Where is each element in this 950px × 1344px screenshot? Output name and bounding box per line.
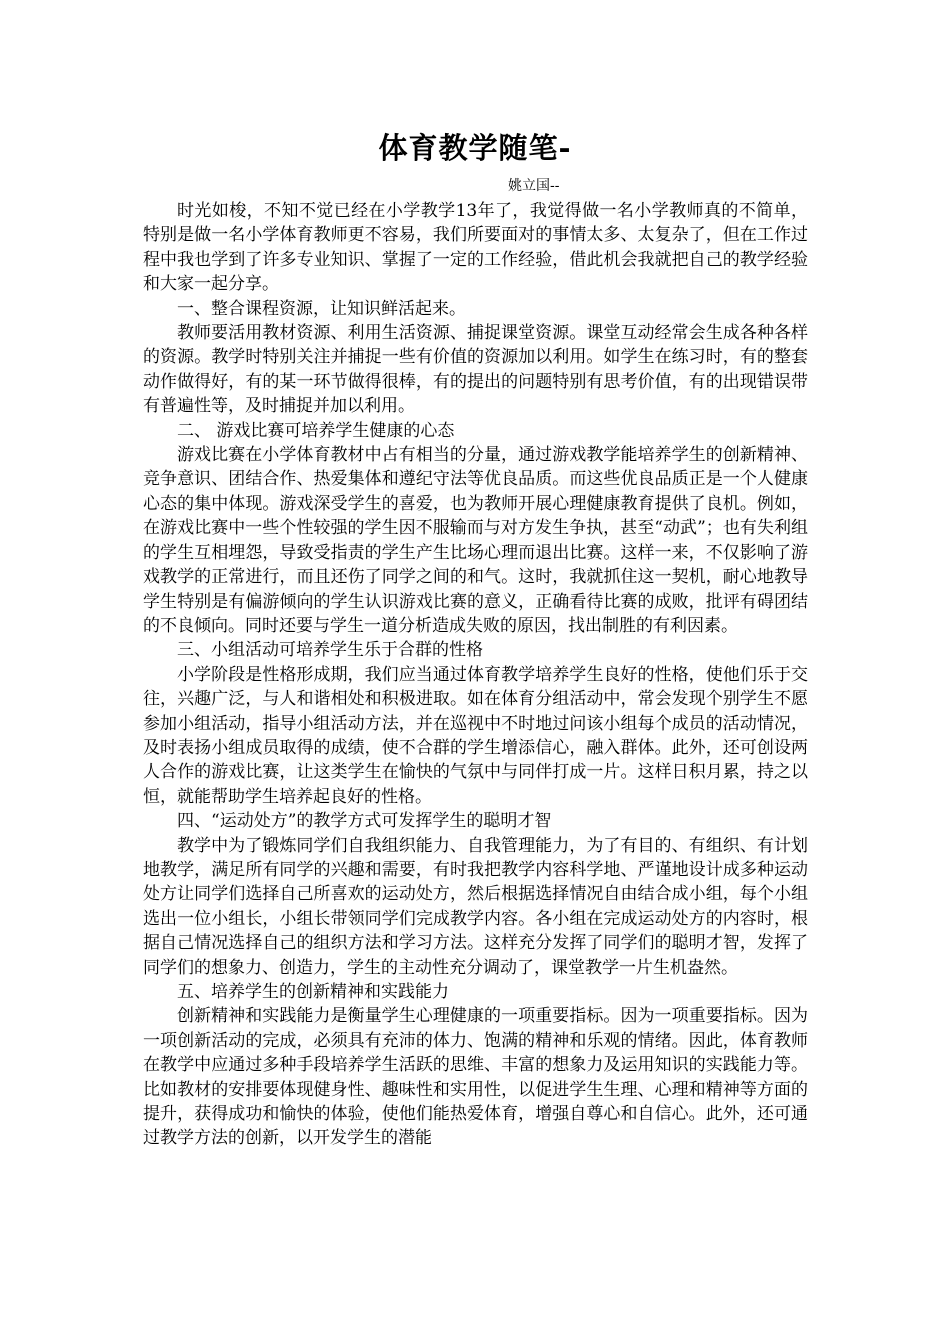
intro-paragraph: 时光如梭，不知不觉已经在小学教学13年了，我觉得做一名小学教师真的不简单，特别是做一名小学体育教师更不容易，我们所要面对的事情太多、太复杂了，但在工作过程中我也学到了许多专业知识、掌握了一定的工作经验，借此机会我就把自己的教学经验和大家一起分享。 xyxy=(143,201,808,295)
document-title: 体育教学随笔- xyxy=(378,131,572,165)
section-paragraph-3: 小学阶段是性格形成期，我们应当通过体育教学培养学生良好的性格，使他们乐于交往，兴趣广泛，与人和谐相处和积极进取。如在体育分组活动中，常会发现个别学生不愿参加小组活动，指导小组活动方法，并在巡视中不时地过问该小组每个成员的活动情况，及时表扬小组成员取得的成绩，使不合群的学生增添信心，融入群体。此外，还可创设两人合作的游戏比赛，让这类学生在愉快的气氛中与同伴打成一片。这样日积月累，持之以恒，就能帮助学生培养起良好的性格。 xyxy=(143,664,808,807)
section-paragraph-1: 教师要活用教材资源、利用生活资源、捕捉课堂资源。课堂互动经常会生成各种各样的资源。教学时特别关注并捕捉一些有价值的资源加以利用。如学生在练习时，有的整套动作做得好，有的某一环节做得很棒，有的提出的问题特别有思考价值，有的出现错误带有普遍性等，及时捕捉并加以利用。 xyxy=(143,323,808,417)
section-heading-4: 四、“运动处方”的教学方式可发挥学生的聪明才智 xyxy=(177,811,552,832)
document-body xyxy=(143,199,808,1151)
section-heading-3: 三、小组活动可培养学生乐于合群的性格 xyxy=(177,640,483,661)
section-heading-2: 二、 游戏比赛可培养学生健康的心态 xyxy=(177,420,455,441)
section-heading-1: 一、整合课程资源，让知识鲜活起来。 xyxy=(177,298,466,319)
document-author: 姚立国-- xyxy=(508,178,560,194)
section-paragraph-2: 游戏比赛在小学体育教材中占有相当的分量，通过游戏教学能培养学生的创新精神、竞争意识、团结合作、热爱集体和遵纪守法等优良品质。而这些优良品质正是一个人健康心态的集中体现。游戏深受学生的喜爱，也为教师开展心理健康教育提供了良机。例如，在游戏比赛中一些个性较强的学生因不服输而与对方发生争执，甚至“动武”；也有失利组的学生互相埋怨，导致受指责的学生产生比场心理而退出比赛。这样一来，不仅影响了游戏教学的正常进行，而且还伤了同学之间的和气。这时，我就抓住这一契机，耐心地教导学生特别是有偏游倾向的学生认识游戏比赛的意义，正确看待比赛的成败，批评有碍团结的不良倾向。同时还要与学生一道分析造成失败的原因，找出制胜的有利因素。 xyxy=(143,445,808,636)
section-heading-5: 五、培养学生的创新精神和实践能力 xyxy=(177,982,449,1002)
section-paragraph-5: 创新精神和实践能力是衡量学生心理健康的一项重要指标。因为一项重要指标。因为一项创新活动的完成，必须具有充沛的体力、饱满的精神和乐观的情绪。因此，体育教师在教学中应通过多种手段培养学生活跃的思维、丰富的想象力及运用知识的实践能力等。比如教材的安排要体现健身性、趣味性和实用性，以促进学生生理、心理和精神等方面的提升，获得成功和愉快的体验，使他们能热爱体育，增强自尊心和自信心。此外，还可通过教学方法的创新，以开发学生的潜能 xyxy=(143,1006,808,1149)
section-paragraph-4: 教学中为了锻炼同学们自我组织能力、自我管理能力，为了有目的、有组织、有计划地教学，满足所有同学的兴趣和需要，有时我把教学内容科学地、严谨地设计成多种运动处方让同学们选择自己所喜欢的运动处方，然后根据选择情况自由结合成小组，每个小组选出一位小组长，小组长带领同学们完成教学内容。各小组在完成运动处方的内容时，根据自己情况选择自己的组织方法和学习方法。这样充分发挥了同学们的聪明才智，发挥了同学们的想象力、创造力，学生的主动性充分调动了，课堂教学一片生机盎然。 xyxy=(143,835,808,978)
